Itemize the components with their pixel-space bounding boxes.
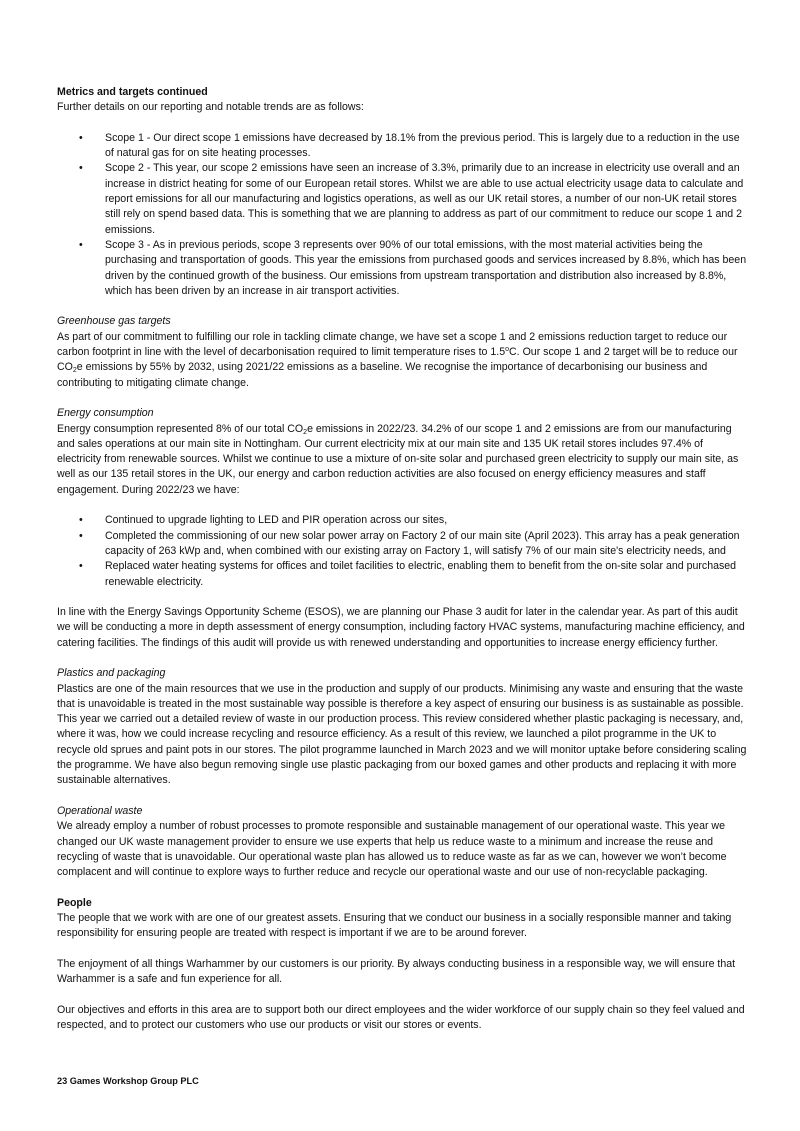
waste-paragraph: We already employ a number of robust processes to promote responsible and sustainable management of our operational waste. This year we changed our UK waste management provider to ensure we use experts that help us reduce waste to a minimum and increase the reuse and recycling of waste that is unavoidable. Our operational waste plan has allowed us to reduce waste as far as we can, however we won’t become complacent and will continue to explore ways to further reduce and recycle our operational waste and our use of non-recyclable packaging. <box>57 820 727 879</box>
esos-paragraph: In line with the Energy Savings Opportunity Scheme (ESOS), we are planning our Phase 3 audit for later in the calendar year. As part of this audit we will be conducting a more in depth assessment of energy consumption, including factory HVAC systems, manufacturing machine efficiency, and catering facilities. The findings of this audit will provide us with renewed understanding and opportunities to increase energy efficiency further. <box>57 606 745 649</box>
energy-text-b: e emissions in 2022/23. 34.2% of our scope 1 and 2 emissions are from our manufacturing and sales operations at our main site in Nottingham. Our current electricity mix at our main site and 135 UK retail stores includes 97.4% of electricity from renewable sources. Whilst we continue to use a mixture of on-site solar and purchased green electricity to supply our main site, as well as our 135 retail stores in the UK, our energy and carbon reduction activities are also focused on energy efficiency measures and staff engagement. During 2022/23 we have: <box>57 422 739 496</box>
document-page <box>57 85 747 1033</box>
bullet-icon: • <box>79 560 83 573</box>
metrics-intro: Further details on our reporting and notable trends are as follows: <box>57 101 364 114</box>
plastics-paragraph: Plastics are one of the main resources that we use in the production and supply of our products. Minimising any waste and ensuring that the waste that is unavoidable is treated in the most sustainable way possible is therefore a key aspect of ensuring our business is as sustainable as possible. This year we carried out a detailed review of waste in our production process. This review considered whether plastic packaging is necessary, and, where it was, how we could increase recycling and resource efficiency. As a result of this review, we launched a pilot programme in the UK to recycle old sprues and paint pots in our stores. The pilot programme launched in March 2023 and we will monitor uptake before considering scaling the programme. We have also begun removing single use plastic packaging from our boxed games and other products and replacing it with more sustainable alternatives. <box>57 682 747 787</box>
ghg-text-c: e emissions by 55% by 2032, using 2021/22 emissions as a baseline. We recognise the importance of decarbonising our business and contributing to mitigating climate change. <box>57 361 708 389</box>
bullet-icon: • <box>79 131 83 144</box>
bullet-icon: • <box>79 162 83 175</box>
ghg-paragraph <box>57 330 747 391</box>
list-item <box>57 559 747 590</box>
bullet-icon: • <box>79 514 83 527</box>
subscript-2: 2 <box>303 428 308 436</box>
people-paragraph-3: Our objectives and efforts in this area are to support both our direct employees and the wider workforce of our supply chain so they feel valued and respected, and to protect our customers who use our products or visit our stores or events. <box>57 1003 745 1032</box>
list-item <box>57 161 747 237</box>
energy-bullet-list <box>57 513 747 589</box>
page-footer: 23 Games Workshop Group PLC <box>57 1076 199 1086</box>
people-paragraph-1: The people that we work with are one of our greatest assets. Ensuring that we conduct our business in a socially responsible manner and taking responsibility for ensuring people are treated with respect is important if we are to be around forever. <box>57 912 732 940</box>
subscript-2: 2 <box>72 367 77 375</box>
waste-heading: Operational waste <box>57 804 143 817</box>
list-item-text: Completed the commissioning of our new solar power array on Factory 2 of our main site (April 2023). This array has a peak generation capacity of 263 kWp and, when combined with our existing array on Factory 1, will satisfy 7% of our main site's electricity needs, and <box>105 529 740 557</box>
energy-text-a: Energy consumption represented 8% of our total CO <box>57 422 304 435</box>
energy-heading: Energy consumption <box>57 407 154 420</box>
bullet-icon: • <box>79 238 83 251</box>
metrics-bullet-list <box>57 131 747 299</box>
list-item <box>57 529 747 560</box>
list-item-text: Scope 1 - Our direct scope 1 emissions have decreased by 18.1% from the previous period. This is largely due to a reduction in the use of natural gas for on site heating processes. <box>105 131 740 160</box>
ghg-text-a: As part of our commitment to fulfilling our role in tackling climate change, we have set a scope 1 and 2 emissions reduction target to reduce our carbon footprint in line with the level of decarbonisation required to limit temperature rises to 1.5 <box>57 330 728 359</box>
people-heading: People <box>57 896 92 909</box>
ghg-heading: Greenhouse gas targets <box>57 315 171 328</box>
plastics-heading: Plastics and packaging <box>57 667 166 680</box>
people-paragraph-2: The enjoyment of all things Warhammer by our customers is our priority. By always conducting business in a responsible way, we will ensure that Warhammer is a safe and fun experience for all. <box>57 957 736 986</box>
bullet-icon: • <box>79 529 83 542</box>
list-item <box>57 513 747 528</box>
list-item-text: Scope 3 - As in previous periods, scope 3 represents over 90% of our total emissions, with the most material activities being the purchasing and transportation of goods. This year the emissions from purchased goods and services increased by 8.8%, which has been driven by the continued growth of the business. Our emissions from upstream transportation and distribution also increased by 8.8%, which has been driven by an increase in air transport activities. <box>105 238 747 297</box>
metrics-heading: Metrics and targets continued <box>57 86 208 98</box>
list-item-text: Continued to upgrade lighting to LED and PIR operation across our sites, <box>105 514 448 527</box>
energy-paragraph <box>57 422 747 498</box>
list-item-text: Scope 2 - This year, our scope 2 emissions have seen an increase of 3.3%, primarily due to an increase in electricity use overall and an increase in district heating for some of our European retail stores. Whilst we are able to use actual electricity usage data to calculate and report emissions for all our manufacturing and logistics operations, as well as our UK retail stores, a number of our non-UK retail stores still rely on spend based data. This is something that we are planning to address as part of our commitment to reduce our scope 1 and 2 emissions. <box>105 162 744 236</box>
list-item <box>57 131 747 162</box>
degree-symbol: o <box>505 346 510 354</box>
list-item <box>57 238 747 299</box>
list-item-text: Replaced water heating systems for offices and toilet facilities to electric, enabling them to benefit from the on-site solar and purchased renewable electricity. <box>105 560 737 588</box>
ghg-text-b: C. Our scope 1 and 2 target will be to reduce our CO <box>57 346 738 374</box>
